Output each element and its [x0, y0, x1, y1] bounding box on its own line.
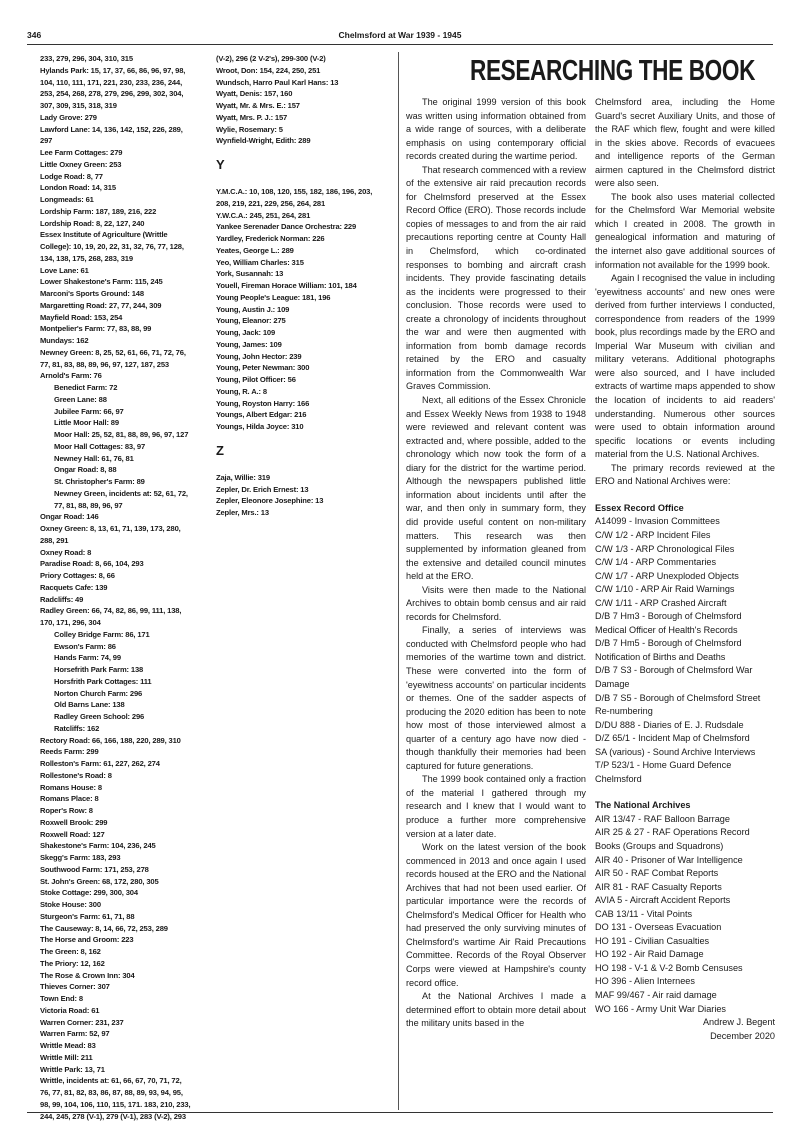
- record-item: A14099 - Invasion Committees: [595, 516, 720, 527]
- footer-rule: [27, 1112, 773, 1113]
- header-rule: [27, 44, 773, 45]
- index-entry: Youell, Fireman Horace William: 101, 184: [216, 281, 357, 290]
- na-record-list: [595, 813, 775, 1016]
- index-entry: 233, 279, 296, 304, 310, 315: [40, 54, 133, 63]
- record-item: AIR 81 - RAF Casualty Reports: [595, 881, 722, 892]
- record-item: D/Z 65/1 - Incident Map of Chelmsford: [595, 733, 750, 744]
- index-entry: Radley Green: 66, 74, 82, 86, 99, 111, 138,: [40, 606, 182, 616]
- record-item: HO 396 - Alien Internees: [595, 976, 695, 987]
- index-entry: The Causeway: 8, 14, 66, 72, 253, 289: [40, 923, 168, 933]
- index-entry: The Rose & Crown Inn: 304: [40, 970, 135, 980]
- article-paragraph: Work on the latest version of the book commenced in 2013 and once again I used records housed at the ERO and the National Archives that had not been used earlier. Of particular importance were the records of Chelmsford's Medical Officer for Health who had preserved the only surviving minutes of Chelmsford's wartime Air Raid Precautions Committee. Records of the Royal Observer Corps were viewed at Hampshire's county record office.: [406, 842, 586, 988]
- index-entry: Zepler, Dr. Erich Ernest: 13: [216, 484, 309, 494]
- record-item: AIR 40 - Prisoner of War Intelligence: [595, 854, 743, 865]
- index-entry: Writtle Mead: 83: [40, 1041, 96, 1050]
- index-entry: Stoke Cottage: 299, 300, 304: [40, 888, 138, 898]
- index-entry: Rollestone's Road: 8: [40, 770, 112, 780]
- index-entry: Young, John Hector: 239: [216, 351, 302, 361]
- index-entry: Ongar Road: 146: [40, 512, 99, 522]
- index-entry: Essex Institute of Agriculture (Writtle: [40, 230, 168, 240]
- index-entry: Young, R. A.: 8: [216, 386, 267, 396]
- index-entry: Skegg's Farm: 183, 293: [40, 853, 121, 862]
- index-entry: Lordship Farm: 187, 189, 216, 222: [40, 206, 157, 216]
- record-item: SA (various) - Sound Archive Interviews: [595, 746, 756, 757]
- index-entry: Thieves Corner: 307: [40, 982, 110, 992]
- index-entry: Reeds Farm: 299: [40, 747, 99, 757]
- index-entry: Yeates, George L.: 289: [216, 245, 294, 255]
- index-entry: Norton Church Farm: 296: [54, 688, 143, 698]
- article-paragraph: Again I recognised the value in including 'eyewitness accounts' and new ones were derived from further interviews I conducted, correspondence from readers of the 1999 book, plus recordings made by the ERO and Imperial War Museum with civilian and military veterans. Additional photographs were also sourced, and I have included extracts of wartime maps appended to show the location of incidents to aid readers' understanding. Numerous other sources were used to obtain information around specific locations or events including material from the U.S. National Archives.: [595, 273, 775, 460]
- index-entry: Wroot, Don: 154, 224, 250, 251: [216, 65, 321, 75]
- index-entry: 77, 81, 88, 89, 96, 97: [54, 500, 123, 510]
- record-item: C/W 1/3 - ARP Chronological Files: [595, 543, 735, 554]
- record-item: HO 191 - Civilian Casualties: [595, 935, 710, 946]
- record-item: HO 192 - Air Raid Damage: [595, 949, 704, 960]
- index-entry: Rectory Road: 66, 166, 188, 220, 289, 310: [40, 735, 181, 745]
- index-entry: 244, 245, 278 (V-1), 279 (V-1), 283 (V-2), 293: [40, 1111, 186, 1121]
- signature: [595, 1016, 775, 1043]
- index-entry: Lodge Road: 8, 77: [40, 171, 103, 181]
- index-entry: Wyatt, Mrs. P. J.: 157: [216, 112, 288, 122]
- index-entry: Margaretting Road: 27, 77, 244, 309: [40, 300, 162, 310]
- index-entry: Romans Place: 8: [40, 794, 99, 804]
- index-entry: Young People's League: 181, 196: [216, 292, 331, 302]
- index-entry: St. Christopher's Farm: 89: [54, 477, 145, 486]
- index-entry: Young, Royston Harry: 166: [216, 398, 310, 408]
- index-entry: Y.M.C.A.: 10, 108, 120, 155, 182, 186, 196, 203,: [216, 187, 373, 196]
- index-entry: Green Lane: 88: [54, 394, 107, 404]
- index-entry: Rolleston's Farm: 61, 227, 262, 274: [40, 759, 160, 768]
- record-item: C/W 1/2 - ARP Incident Files: [595, 529, 711, 540]
- index-letter-heading: Y: [216, 157, 225, 172]
- index-entry: Old Barns Lane: 138: [54, 700, 125, 710]
- index-entry: Zepler, Eleonore Josephine: 13: [216, 496, 324, 506]
- index-entry: Youngs, Albert Edgar: 216: [216, 410, 307, 420]
- index-entry: Horsfrith Park Cottages: 111: [54, 676, 152, 686]
- index-entry: Wyatt, Mr. & Mrs. E.: 157: [216, 101, 300, 110]
- record-item: C/W 1/11 - ARP Crashed Aircraft: [595, 597, 727, 608]
- index-entry: Romans House: 8: [40, 782, 102, 792]
- index-entry: Y.W.C.A.: 245, 251, 264, 281: [216, 210, 311, 220]
- index-entry: Priory Cottages: 8, 66: [40, 571, 115, 580]
- record-item: CAB 13/11 - Vital Points: [595, 908, 693, 919]
- index-entry: 288, 291: [40, 535, 69, 545]
- record-item: D/B 7 Hm3 - Borough of Chelmsford Medical Officer of Health's Records: [595, 611, 742, 635]
- article-paragraph: Next, all editions of the Essex Chronicle and Essex Weekly News from 1938 to 1948 were reviewed and relevant content was extracted and, where possible, added to the chronology which now took the form of a diary for the district for the wartime period. Although the newspapers published little information about incidents until after the war, and then only in summary form, they did provide useful content on non-military matters. This research was then supplemented by information gleaned from the extensive and detailed council minutes held at the ERO.: [406, 395, 586, 582]
- index-entry: Roxwell Road: 127: [40, 829, 105, 839]
- index-entry: Arnold's Farm: 76: [40, 371, 102, 381]
- signature-date: December 2020: [710, 1030, 775, 1041]
- index-entry: 134, 138, 175, 268, 283, 319: [40, 253, 133, 263]
- index-entry: Lawford Lane: 14, 136, 142, 152, 226, 289,: [40, 124, 183, 134]
- article-paragraphs: [595, 96, 775, 489]
- index-entry: The Priory: 12, 162: [40, 958, 105, 968]
- index-entry: Moor Hall: 25, 52, 81, 88, 89, 96, 97, 127: [54, 430, 189, 439]
- author-name: Andrew J. Begent: [702, 1017, 775, 1028]
- record-item: AVIA 5 - Aircraft Accident Reports: [595, 895, 731, 906]
- article-paragraph: The 1999 book contained only a fraction of the material I gathered through my research and I knew that I would want to produce a further more comprehensive version at a later date.: [406, 774, 586, 839]
- article-paragraph: Visits were then made to the National Archives to obtain bomb census and air raid records for Chelmsford.: [406, 584, 586, 622]
- index-entry: Horsefrith Park Farm: 138: [54, 665, 144, 674]
- index-entry: Zepler, Mrs.: 13: [216, 508, 269, 517]
- article-paragraph: Chelmsford area, including the Home Guard's secret Auxiliary Units, and those of the RAF which flew, fought and were killed in the skies above. Records of evacuees and intelligence reports of the German airmen captured in the Chelmsford district were also seen.: [595, 97, 775, 189]
- index-entry: 307, 309, 315, 318, 319: [40, 101, 117, 110]
- page-number: 346: [27, 30, 42, 40]
- article-paragraph: Finally, a series of interviews was conducted with Chelmsford people who had memories of the wartime town and district. These were converted into the form of 'eyewitness accounts' on particular incidents or themes. One of the sadder aspects of producing the 2020 edition has been to note how most of those interviewed almost a quarter of a century ago have now died - though thankfully their memories had been captured for future generations.: [406, 625, 586, 771]
- index-entry: Young, Pilot Officer: 56: [216, 375, 296, 384]
- index-entry: Lee Farm Cottages: 279: [40, 148, 123, 157]
- index-entry: 104, 110, 111, 171, 221, 230, 233, 236, 244,: [40, 77, 183, 87]
- index-entry: Love Lane: 61: [40, 265, 89, 275]
- article-paragraph: The primary records reviewed at the ERO and National Archives were:: [595, 462, 775, 487]
- index-entry: 170, 171, 296, 304: [40, 618, 101, 627]
- index-entry: Ongar Road: 8, 88: [54, 465, 117, 475]
- index-entry: 297: [40, 136, 53, 146]
- record-item: C/W 1/4 - ARP Commentaries: [595, 557, 717, 568]
- index-entry: Young, Jack: 109: [216, 328, 276, 337]
- index-entry: Zaja, Willie: 319: [216, 472, 270, 482]
- index-entry: College): 10, 19, 20, 22, 31, 32, 76, 77, 128,: [40, 242, 184, 251]
- index-entry: Young, Peter Newman: 300: [216, 363, 310, 373]
- article-paragraph: That research commenced with a review of the extensive air raid precaution records for Chelmsford preserved at the Essex Record Office (ERO). Those records include copies of messages to and from the air raid precautions reporting centre at County Hall in Chelmsford, which co-ordinated responses to bombing and aircraft crash incidents. They provide fascinating details as the incidents were progressed to their conclusion. Those records were used to create a chronology of incidents throughout the war and were then augmented with information from bomb damage records retained by the ERO and casualty information from the Commonwealth War Graves Commission.: [406, 164, 586, 392]
- index-entry: Radcliffs: 49: [40, 594, 84, 604]
- index-entry: Ratcliffs: 162: [54, 723, 100, 733]
- index-column-2: [216, 53, 392, 519]
- index-entry: Hands Farm: 74, 99: [54, 653, 121, 663]
- index-entry: Yankee Serenader Dance Orchestra: 229: [216, 222, 357, 232]
- index-entry: Oxney Road: 8: [40, 547, 92, 557]
- index-entry: Stoke House: 300: [40, 900, 101, 909]
- index-entry: Writtle Park: 13, 71: [40, 1064, 105, 1074]
- index-entry: Wylie, Rosemary: 5: [216, 124, 283, 134]
- index-entry: London Road: 14, 315: [40, 183, 116, 193]
- index-entry: York, Susannah: 13: [216, 269, 284, 279]
- index-entry: Warren Farm: 52, 97: [40, 1029, 110, 1039]
- index-entry: Victoria Road: 61: [40, 1005, 100, 1015]
- index-entry: Moor Hall Cottages: 83, 97: [54, 441, 146, 451]
- index-entry: Little Oxney Green: 253: [40, 159, 122, 169]
- index-entry: Southwood Farm: 171, 253, 278: [40, 864, 149, 874]
- index-entry: 76, 77, 81, 82, 83, 86, 87, 88, 89, 93, 94, 95,: [40, 1088, 183, 1097]
- ero-heading: Essex Record Office: [595, 502, 684, 513]
- record-item: D/B 7 Hm5 - Borough of Chelmsford Notification of Births and Deaths: [595, 638, 742, 662]
- running-title: Chelmsford at War 1939 - 1945: [338, 30, 462, 40]
- index-entry: Paradise Road: 8, 66, 104, 293: [40, 559, 144, 569]
- index-entry: Montpelier's Farm: 77, 83, 88, 99: [40, 324, 152, 334]
- index-entry: Yeo, William Charles: 315: [216, 257, 304, 267]
- record-item: C/W 1/10 - ARP Air Raid Warnings: [595, 584, 735, 595]
- index-entry: Wundsch, Harro Paul Karl Hans: 13: [216, 77, 339, 87]
- index-entry: Wynfield-Wright, Edith: 289: [216, 136, 311, 146]
- record-item: WO 166 - Army Unit War Diaries: [595, 1003, 726, 1014]
- index-column-1: [40, 53, 210, 1122]
- column-divider: [398, 52, 399, 1110]
- index-entry: 208, 219, 221, 229, 256, 264, 281: [216, 198, 326, 208]
- index-entry: Newney Hall: 61, 76, 81: [54, 453, 134, 463]
- record-item: MAF 99/467 - Air raid damage: [595, 990, 717, 1000]
- ero-record-list: [595, 515, 775, 786]
- index-entry: (V-2), 296 (2 V-2's), 299-300 (V-2): [216, 54, 326, 63]
- record-item: HO 198 - V-1 & V-2 Bomb Censuses: [595, 962, 743, 973]
- index-entry: Wyatt, Denis: 157, 160: [216, 89, 293, 99]
- index-entry: 253, 254, 268, 278, 279, 296, 299, 302, 304,: [40, 89, 184, 99]
- index-entry: The Green: 8, 162: [40, 947, 101, 956]
- index-entry: Writtle Mill: 211: [40, 1052, 93, 1062]
- index-entry: Young, Austin J.: 109: [216, 304, 290, 314]
- index-entry: St. John's Green: 68, 172, 280, 305: [40, 876, 159, 886]
- index-entry: Mundays: 162: [40, 336, 89, 345]
- record-item: AIR 25 & 27 - RAF Operations Record Books (Groups and Squadrons): [595, 827, 750, 851]
- index-entry: Radley Green School: 296: [54, 712, 145, 721]
- index-entry: Town End: 8: [40, 994, 83, 1003]
- article-paragraph: The original 1999 version of this book was written using information obtained from a wide range of sources, with a deliberate emphasis on using contemporary official records created during the wartime period.: [406, 97, 586, 162]
- record-item: AIR 50 - RAF Combat Reports: [595, 868, 719, 879]
- index-entry: Roxwell Brook: 299: [40, 817, 108, 827]
- index-entry: Lordship Road: 8, 22, 127, 240: [40, 218, 145, 228]
- index-entry: Young, Eleanor: 275: [216, 316, 286, 326]
- index-entry: Young, James: 109: [216, 339, 282, 349]
- record-item: D/B 7 S5 - Borough of Chelmsford Street Re-numbering: [595, 692, 761, 717]
- index-letter-heading: Z: [216, 442, 224, 458]
- index-entry: Warren Corner: 231, 237: [40, 1017, 124, 1027]
- index-entry: Oxney Green: 8, 13, 61, 71, 139, 173, 280,: [40, 524, 181, 533]
- index-entry: Newney Green: 8, 25, 52, 61, 66, 71, 72, 76,: [40, 347, 186, 357]
- article-column-2: [595, 96, 775, 1043]
- index-entry: Colley Bridge Farm: 86, 171: [54, 629, 150, 639]
- index-entry: Shakestone's Farm: 104, 236, 245: [40, 841, 156, 851]
- index-entry: Youngs, Hilda Joyce: 310: [216, 422, 304, 431]
- index-entry: Writtle, incidents at: 61, 66, 67, 70, 71, 72,: [40, 1076, 182, 1086]
- index-entry: Hylands Park: 15, 17, 37, 66, 86, 96, 97, 98,: [40, 65, 186, 75]
- article-paragraph: The book also uses material collected for the Chelmsford War Memorial website which I created in 2008. The growth in genealogical information and maturing of the internet also gave additional sources of information not available for the 1999 book.: [595, 191, 775, 270]
- index-entry: The Horse and Groom: 223: [40, 935, 134, 945]
- index-entry: 98, 99, 104, 106, 110, 115, 171. 183, 210, 233,: [40, 1099, 191, 1109]
- index-entry: Marconi's Sports Ground: 148: [40, 289, 144, 298]
- index-entry: Mayfield Road: 153, 254: [40, 312, 123, 322]
- record-item: D/B 7 S3 - Borough of Chelmsford War Damage: [595, 665, 753, 689]
- record-item: DO 131 - Overseas Evacuation: [595, 922, 722, 933]
- index-entry: Yardley, Frederick Norman: 226: [216, 234, 325, 243]
- index-entry: Lower Shakestone's Farm: 115, 245: [40, 277, 163, 287]
- article-paragraph: At the National Archives I made a determined effort to obtain more detail about the military units based in the: [406, 991, 586, 1029]
- index-entry: Little Moor Hall: 89: [54, 418, 119, 428]
- index-entry: Benedict Farm: 72: [54, 383, 118, 392]
- index-entry: Jubilee Farm: 66, 97: [54, 406, 124, 416]
- article-column-1: [406, 96, 586, 1031]
- record-item: AIR 13/47 - RAF Balloon Barrage: [595, 813, 730, 824]
- record-item: T/P 523/1 - Home Guard Defence Chelmsford: [595, 760, 732, 784]
- article-title: RESEARCHING THE BOOK: [470, 55, 756, 87]
- index-entry: Sturgeon's Farm: 61, 71, 88: [40, 911, 135, 921]
- index-entry: Ewson's Farm: 86: [54, 641, 116, 651]
- index-entry: Racquets Cafe: 139: [40, 582, 108, 592]
- na-heading: The National Archives: [595, 800, 691, 811]
- index-entry: 77, 81, 83, 88, 89, 96, 97, 127, 187, 253: [40, 359, 169, 369]
- index-entry: Lady Grove: 279: [40, 112, 97, 122]
- record-item: D/DU 888 - Diaries of E. J. Rudsdale: [595, 719, 744, 730]
- index-entry: Roper's Row: 8: [40, 806, 93, 815]
- index-entry: Longmeads: 61: [40, 195, 94, 204]
- record-item: C/W 1/7 - ARP Unexploded Objects: [595, 570, 739, 581]
- index-entry: Newney Green, incidents at: 52, 61, 72,: [54, 488, 188, 498]
